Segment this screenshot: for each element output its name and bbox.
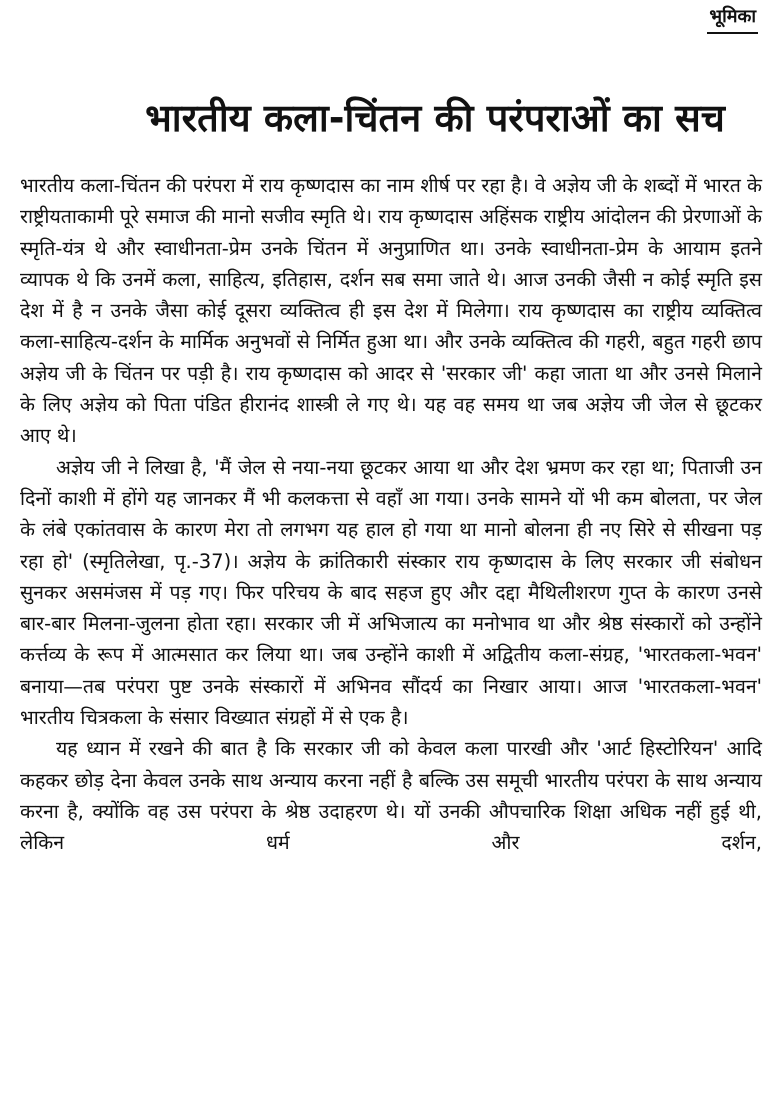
paragraph-2: अज्ञेय जी ने लिखा है, 'मैं जेल से नया-नया छूटकर आया था और देश भ्रमण कर रहा था; पिताजी उन दिनों काशी में होंगे यह जानकर मैं भी कलकत्ता से वहाँ आ गया। उनके सामने यों भी कम बोलता, पर जेल के लंबे एकांतवास के कारण मेरा तो लगभग यह हाल हो गया था मानो बोलना ही नए सिरे से सीखना पड़ रहा हो' (स्मृतिलेखा, पृ.-37)। अज्ञेय के क्रांतिकारी संस्कार राय कृष्णदास के लिए सरकार जी संबोधन सुनकर असमंजस में पड़ गए। फिर परिचय के बाद सहज हुए और दद्दा मैथिलीशरण गुप्त के कारण उनसे बार-बार मिलना-जुलना होता रहा। सरकार जी में अभिजात्य का मनोभाव था और श्रेष्ठ संस्कारों को उन्होंने कर्त्तव्य के रूप में आत्मसात कर लिया था। जब उन्होंने काशी में अद्वितीय कला-संग्रह, 'भारतकला-भवन' बनाया—तब परंपरा पुष्ट उनके संस्कारों में अभिनव सौंदर्य का निखार आया। आज 'भारतकला-भवन' भारतीय चित्रकला के संसार विख्यात संग्रहों में से एक है।	[20, 455, 762, 730]
running-header: भूमिका	[707, 4, 758, 34]
chapter-title: भारतीय कला-चिंतन की परंपराओं का सच	[145, 96, 725, 140]
paragraph-1: भारतीय कला-चिंतन की परंपरा में राय कृष्णदास का नाम शीर्ष पर रहा है। वे अज्ञेय जी के शब्दों में भारत के राष्ट्रीयताकामी पूरे समाज की मानो सजीव स्मृति थे। राय कृष्णदास अहिंसक राष्ट्रीय आंदोलन की प्रेरणाओं के स्मृति-यंत्र थे और स्वाधीनता-प्रेम उनके चिंतन में अनुप्राणित था। उनके स्वाधीनता-प्रेम के आयाम इतने व्यापक थे कि उनमें कला, साहित्य, इतिहास, दर्शन सब समा जाते थे। आज उनकी जैसी न कोई स्मृति इस देश में है न उनके जैसा कोई दूसरा व्यक्तित्व ही इस देश में मिलेगा। राय कृष्णदास का राष्ट्रीय व्यक्तित्व कला-साहित्य-दर्शन के मार्मिक अनुभवों से निर्मित हुआ था। और उनके व्यक्तित्व की गहरी, बहुत गहरी छाप अज्ञेय जी के चिंतन पर पड़ी है। राय कृष्णदास को आदर से 'सरकार जी' कहा जाता था और उनसे मिलाने के लिए अज्ञेय को पिता पंडित हीरानंद शास्त्री ले गए थे। यह वह समय था जब अज्ञेय जी जेल से छूटकर आए थे।	[20, 174, 762, 448]
paragraph-3: यह ध्यान में रखने की बात है कि सरकार जी को केवल कला पारखी और 'आर्ट हिस्टोरियन' आदि कहकर छोड़ देना केवल उनके साथ अन्याय करना नहीं है बल्कि उस समूची भारतीय परंपरा के साथ अन्याय करना है, क्योंकि वह उस परंपरा के श्रेष्ठ उदाहरण थे। यों उनकी औपचारिक शिक्षा अधिक नहीं हुई थी, लेकिन धर्म और दर्शन,	[20, 737, 762, 855]
body-text	[20, 170, 762, 859]
